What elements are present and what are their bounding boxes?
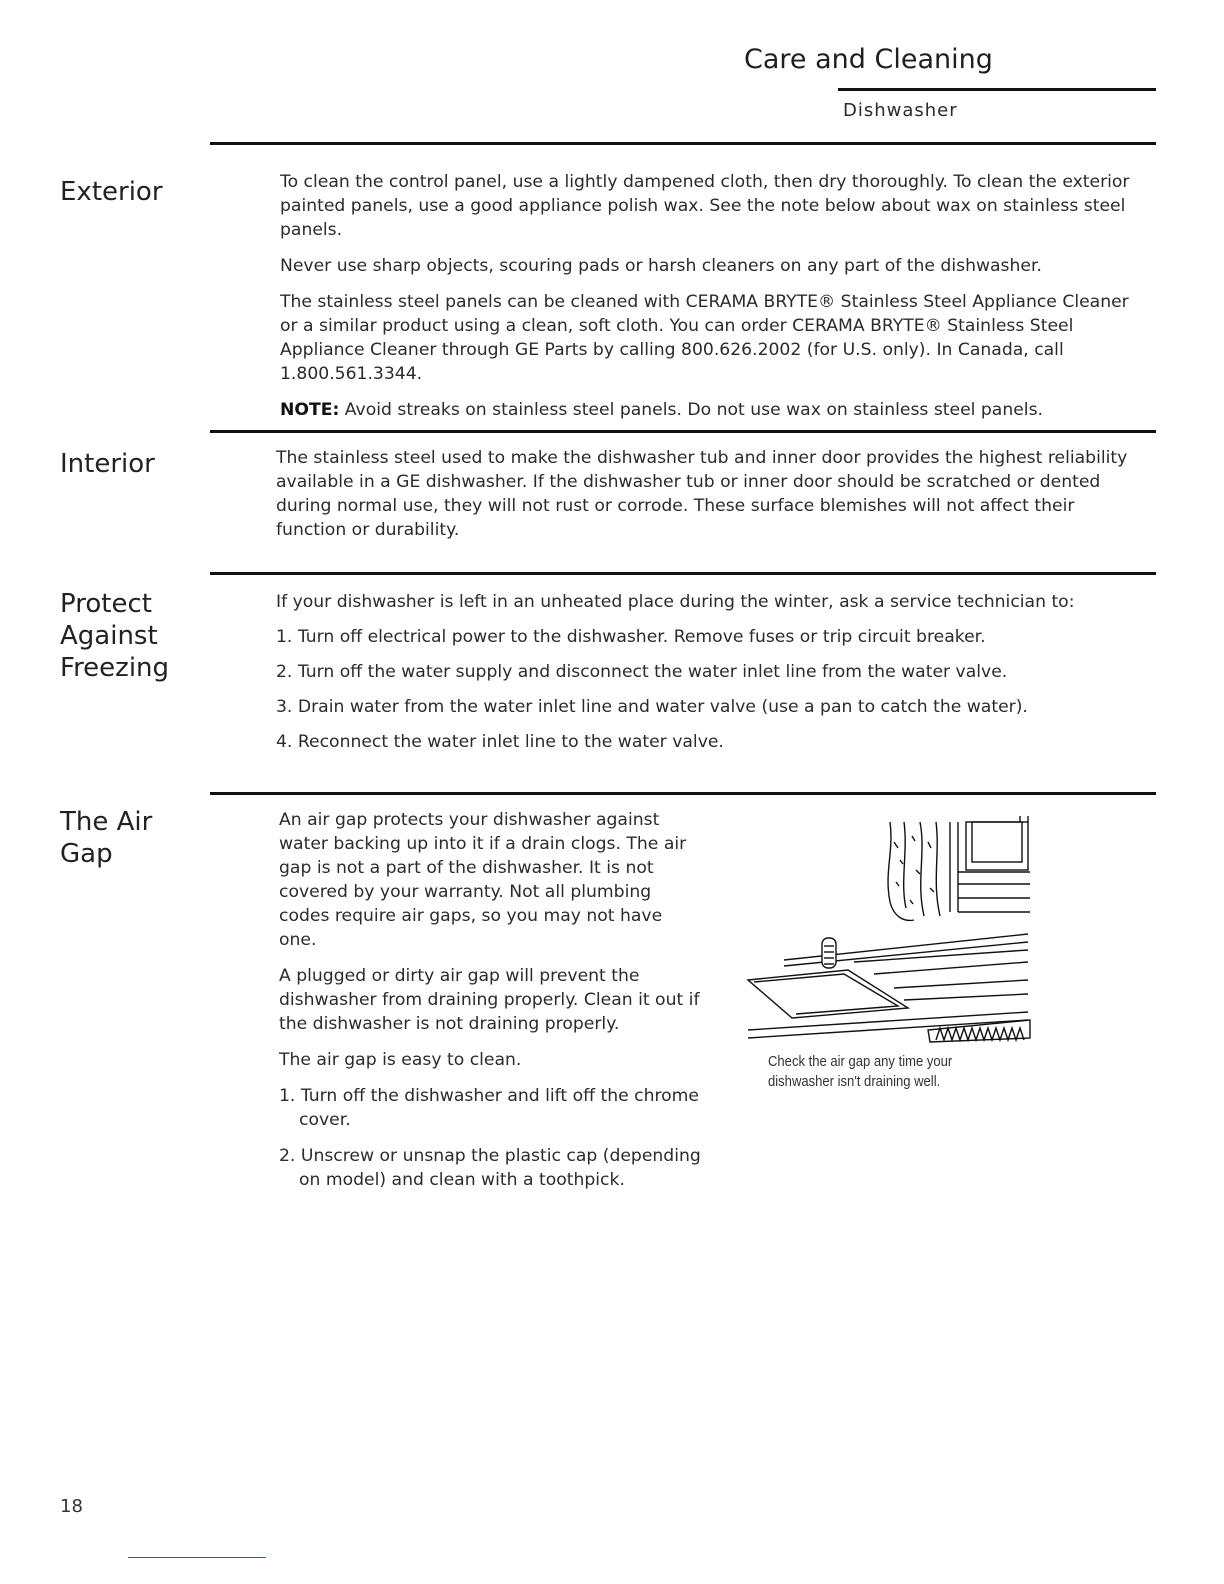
airgap-step-1: 1. Turn off the dishwasher and lift off the chrome cover. [279,1086,699,1130]
airgap-paragraph-1: An air gap protects your dishwasher against water backing up into it if a drain clogs. The air gap is not a part of the dishwasher. It is not covered by your warranty. Not all plumbing codes require air gaps, so you may not have one. [279,810,687,950]
interior-paragraph-1: The stainless steel used to make the dishwasher tub and inner door provides the highest reliability available in a GE dishwasher. If the dishwasher tub or inner door should be scratched or dented during normal use, they will not rust or corrode. These surface blemishes will not affect their function or durability. [276,448,1128,540]
freezing-intro: If your dishwasher is left in an unheated place during the winter, ask a service technician to: [276,592,1075,612]
section-body-interior [276,446,1136,554]
airgap-title-line-1: The Air [60,807,153,837]
airgap-step-2: 2. Unscrew or unsnap the plastic cap (depending on model) and clean with a toothpick. [279,1146,701,1190]
freezing-title-line-1: Protect [60,589,152,619]
footer-link-line [128,1557,266,1558]
airgap-paragraph-2: A plugged or dirty air gap will prevent the dishwasher from draining properly. Clean it out if the dishwasher is not draining properly. [279,966,700,1034]
exterior-paragraph-2: Never use sharp objects, scouring pads or harsh cleaners on any part of the dishwasher. [280,256,1042,276]
section-title-exterior: Exterior [60,177,163,207]
freezing-title-line-3: Freezing [60,653,170,683]
note-text: Avoid streaks on stainless steel panels. Do not use wax on stainless steel panels. [339,400,1043,420]
air-gap-drawing [744,812,1032,1044]
section-divider-airgap [210,792,1156,795]
freezing-step-2: 2. Turn off the water supply and disconnect the water inlet line from the water valve. [276,662,1008,682]
section-title-interior: Interior [60,449,155,479]
exterior-note [280,398,1150,422]
section-title-airgap [60,806,152,870]
airgap-paragraph-3: The air gap is easy to clean. [279,1050,522,1070]
section-body-airgap [279,808,704,1204]
freezing-step-3: 3. Drain water from the water inlet line and water valve (use a pan to catch the water). [276,697,1028,717]
section-divider-exterior [210,142,1156,145]
exterior-paragraph-3: The stainless steel panels can be cleaned with CERAMA BRYTE® Stainless Steel Appliance Cleaner or a similar product using a clean, soft cloth. You can order CERAMA BRYTE® Stainless Steel Appliance Cleaner through GE Parts by calling 800.626.2002 (for U.S. only). In Canada, call 1.800.561.3344. [280,292,1129,384]
section-body-exterior [280,170,1150,434]
section-divider-interior [210,430,1156,433]
page-number: 18 [60,1496,83,1517]
freezing-step-1: 1. Turn off electrical power to the dishwasher. Remove fuses or trip circuit breaker. [276,627,986,647]
section-title-freezing [60,588,169,684]
figure-caption: Check the air gap any time your dishwasher isn't draining well. [768,1054,953,1090]
exterior-paragraph-1: To clean the control panel, use a lightly dampened cloth, then dry thoroughly. To clean the exterior painted panels, use a good appliance polish wax. See the note below about wax on stainless steel panels. [280,172,1130,240]
freezing-step-4: 4. Reconnect the water inlet line to the water valve. [276,732,724,752]
header-divider [838,88,1156,91]
section-divider-freezing [210,572,1156,575]
section-body-freezing [276,590,1146,765]
air-gap-illustration [744,812,1032,1044]
page-title: Care and Cleaning [744,44,993,75]
airgap-title-line-2: Gap [60,839,113,869]
freezing-title-line-2: Against [60,621,158,651]
page-subtitle: Dishwasher [843,100,958,121]
note-label: NOTE: [280,400,340,420]
